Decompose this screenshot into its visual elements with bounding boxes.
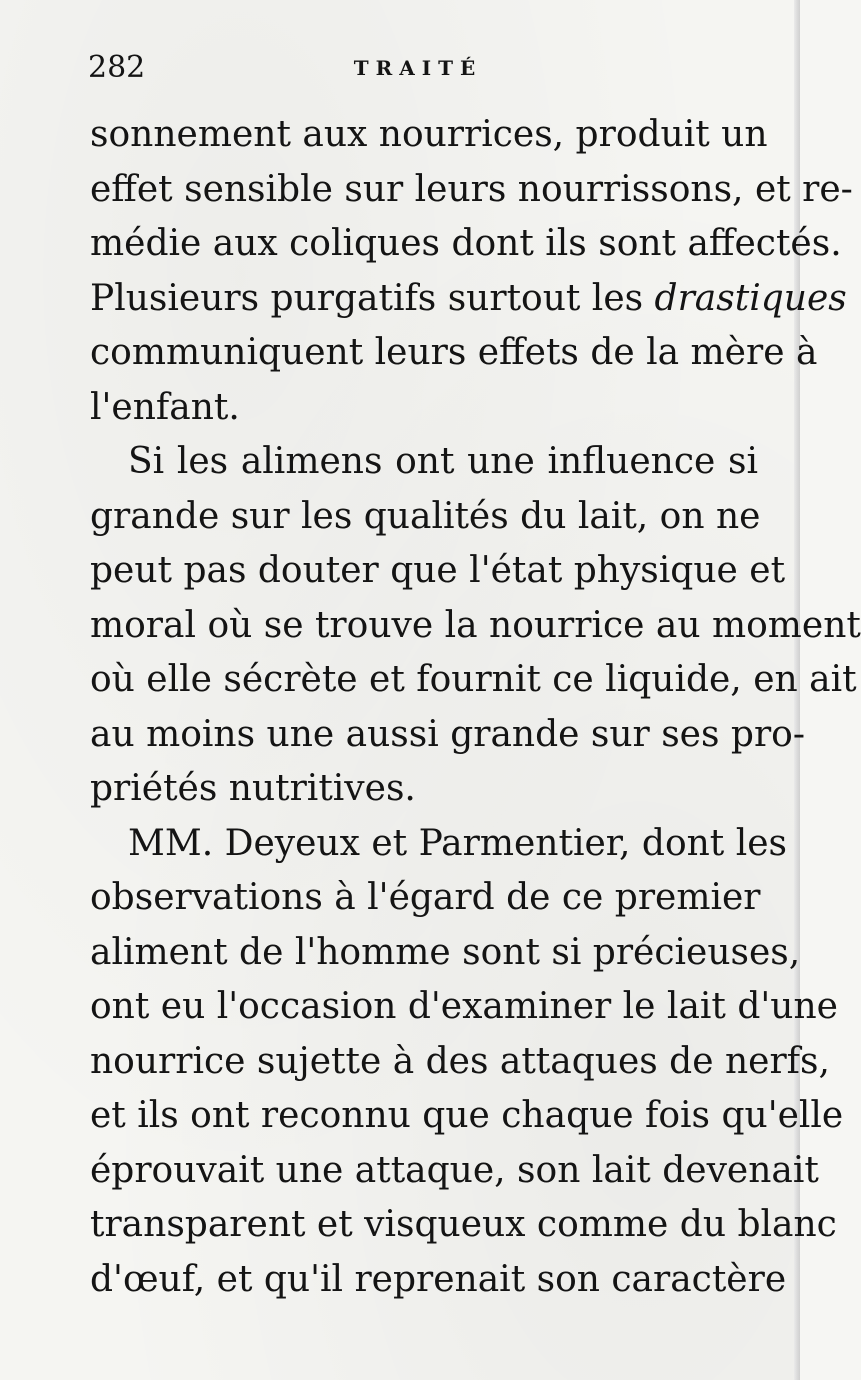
text-line [90,272,847,327]
text-line-content: au moins une aussi grande sur ses pro- [90,713,805,755]
text-line [90,1089,844,1144]
text-line [90,490,761,545]
text-line [90,163,853,218]
text-line [90,326,818,381]
text-line-content: transparent et visqueux comme du blanc [90,1204,837,1245]
text-line [90,1035,830,1090]
text-line [90,435,758,490]
page-number: 282 [88,50,146,85]
text-line-content: nourrice sujette à des attaques de nerfs, [90,1040,830,1082]
body-text [90,108,861,1307]
text-line [90,708,805,763]
text-line [90,544,786,599]
text-line [90,1198,837,1253]
text-line [90,926,801,981]
page-header [88,50,748,90]
text-line-content: grande sur les qualités du lait, on ne [90,495,761,537]
text-line-content: communiquent leurs effets de la mère à [90,332,818,373]
text-line-content: éprouvait une attaque, son lait devenait [90,1149,819,1191]
text-line [90,1253,787,1308]
text-line [90,599,861,654]
text-line-content: l'enfant. [90,386,240,428]
text-line [90,980,838,1035]
text-line-content: Si les alimens ont une influence si [128,441,758,482]
text-line [90,1144,819,1199]
text-line-content: peut pas douter que l'état physique et [90,550,786,591]
text-line-content: effet sensible sur leurs nourrissons, et re- [90,168,853,210]
text-line [90,381,758,436]
text-line-content: sonnement aux nourrices, produit un [90,114,768,155]
text-line-content: où elle sécrète et fournit ce liquide, en ait [90,659,857,700]
text-line-content: aliment de l'homme sont si précieuses, [90,931,801,973]
text-line-content: et ils ont reconnu que chaque fois qu'elle [90,1095,844,1136]
text-line [90,108,768,163]
text-line-content: médie aux coliques dont ils sont affectés. [90,223,842,264]
text-line-content: d'œuf, et qu'il reprenait son caractère [90,1258,787,1300]
text-line-content: MM. Deyeux et Parmentier, dont les [128,822,788,864]
text-line-content: priétés nutritives. [90,768,416,809]
text-line [90,871,761,926]
text-line-content: observations à l'égard de ce premier [90,877,761,918]
text-line [90,762,758,817]
text-line [90,217,842,272]
running-title: TRAITÉ [353,56,483,80]
text-line-content: ont eu l'occasion d'examiner le lait d'une [90,986,838,1027]
text-line [90,817,788,872]
text-line [90,653,857,708]
text-line-content: moral où se trouve la nourrice au moment [90,604,861,646]
italic-term: drastiques [654,277,847,319]
text-line-content: Plusieurs purgatifs surtout les [90,277,655,319]
